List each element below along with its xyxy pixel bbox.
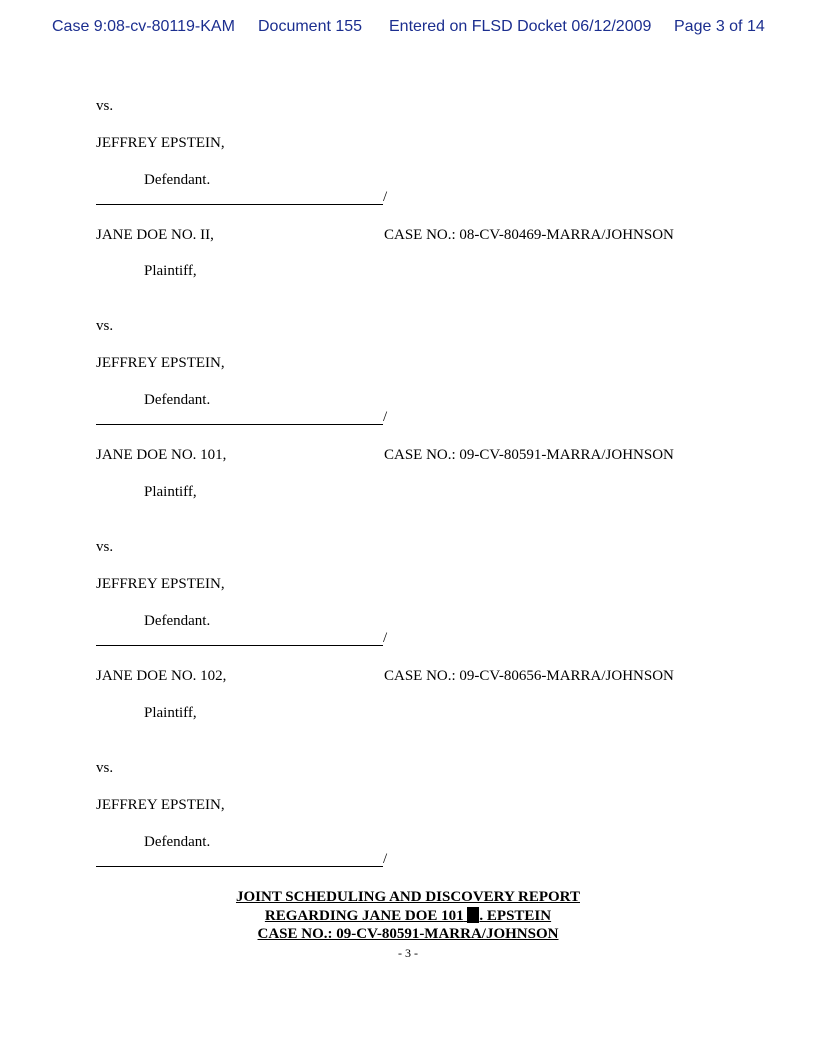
report-case-number [0, 926, 816, 943]
header-entered-date: Entered on FLSD Docket 06/12/2009 [389, 18, 652, 35]
defendant-role: Defendant. [144, 613, 211, 629]
defendant-role: Defendant. [144, 172, 211, 188]
caption-slash: / [383, 189, 388, 205]
report-title [0, 889, 816, 906]
vs-label: vs. [96, 318, 114, 334]
defendant-name: JEFFREY EPSTEIN, [96, 797, 225, 813]
header-document-number: Document 155 [258, 18, 363, 35]
caption-slash: / [383, 630, 388, 646]
header-case-number: Case 9:08-cv-80119-KAM [52, 18, 235, 35]
plaintiff-role: Plaintiff, [144, 705, 197, 721]
vs-label: vs. [96, 760, 114, 776]
case-number: CASE NO.: 08-CV-80469-MARRA/JOHNSON [384, 227, 674, 243]
plaintiff-name: JANE DOE NO. II, [96, 227, 214, 243]
vs-label: vs. [96, 98, 114, 114]
vs-label: vs. [96, 539, 114, 555]
plaintiff-name: JANE DOE NO. 101, [96, 447, 227, 463]
report-title-text: JOINT SCHEDULING AND DISCOVERY REPORT [235, 889, 580, 905]
defendant-name: JEFFREY EPSTEIN, [96, 576, 225, 592]
report-case-number-text: CASE NO.: 09-CV-80591-MARRA/JOHNSON [257, 926, 559, 942]
caption-slash: / [383, 851, 388, 867]
case-number: CASE NO.: 09-CV-80656-MARRA/JOHNSON [384, 668, 674, 684]
plaintiff-name: JANE DOE NO. 102, [96, 668, 227, 684]
defendant-name: JEFFREY EPSTEIN, [96, 135, 225, 151]
redaction-block [467, 907, 479, 923]
caption-slash: / [383, 409, 388, 425]
defendant-role: Defendant. [144, 834, 211, 850]
caption-rule [96, 866, 383, 867]
plaintiff-role: Plaintiff, [144, 263, 197, 279]
case-number: CASE NO.: 09-CV-80591-MARRA/JOHNSON [384, 447, 674, 463]
report-regarding [0, 907, 816, 925]
caption-rule [96, 204, 383, 205]
regarding-defendant: . EPSTEIN [479, 908, 552, 924]
caption-rule [96, 645, 383, 646]
page-number: - 3 - [398, 946, 418, 960]
regarding-text: REGARDING JANE DOE 101 [264, 908, 464, 924]
defendant-name: JEFFREY EPSTEIN, [96, 355, 225, 371]
header-page-count: Page 3 of 14 [674, 18, 765, 35]
plaintiff-role: Plaintiff, [144, 484, 197, 500]
caption-rule [96, 424, 383, 425]
defendant-role: Defendant. [144, 392, 211, 408]
